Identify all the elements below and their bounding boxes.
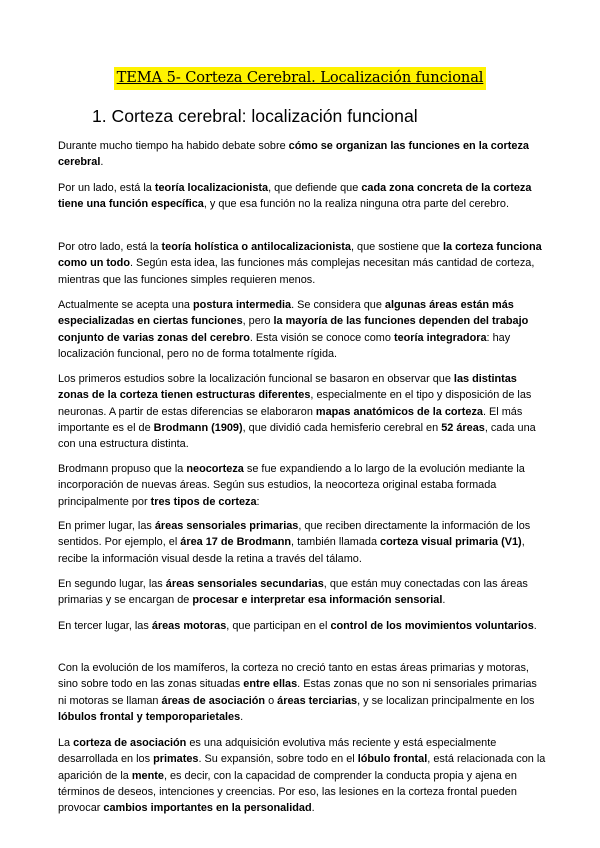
bold-text: teoría integradora [393, 331, 487, 344]
paragraph-3 [58, 239, 548, 288]
text-run: , también llamada [291, 536, 381, 549]
paragraph-6 [58, 461, 548, 510]
bold-text: entre ellas [243, 678, 298, 691]
text-run: . El más importante es el de [58, 405, 523, 434]
paragraph-4 [58, 297, 548, 362]
bold-text: áreas motoras [151, 620, 227, 632]
text-run: , y se localizan principalmente en los [357, 694, 535, 707]
bold-text: cómo se organizan las funciones en la corteza cerebral [58, 140, 529, 169]
text-run: , especialmente en el tipo y disposición de las neuronas. A partir de estas diferencias se elaboraron [58, 389, 532, 418]
text-run: , que sostiene que [350, 241, 444, 253]
text-run: : [256, 495, 260, 508]
bold-text: 52 áreas [441, 421, 485, 434]
bold-text: la mayoría de las funciones dependen del trabajo conjunto de varias zonas del cerebro [58, 315, 529, 344]
bold-text: corteza visual primaria (V1) [380, 536, 522, 549]
bold-text: teoría holística o antilocalizacionista [161, 241, 351, 253]
text-run: . Esta visión se conoce como [249, 331, 394, 344]
bold-text: cambios importantes en la personalidad [103, 802, 312, 815]
paragraph-7 [58, 518, 548, 567]
paragraph-8 [58, 576, 548, 609]
bold-text: mapas anatómicos de la corteza [315, 405, 483, 418]
paragraph-1 [58, 138, 548, 171]
bold-text: control de los movimientos voluntarios [330, 620, 534, 632]
bold-text: corteza de asociación [73, 737, 187, 749]
document-title: TEMA 5- Corteza Cerebral. Localización funcional [114, 67, 487, 90]
text-run: , cada una con una estructura distinta. [58, 421, 536, 451]
paragraph-2 [58, 180, 548, 213]
text-run: . Su expansión, sobre todo en el [198, 753, 358, 766]
title-container [0, 67, 600, 90]
text-run: Con la evolución de los mamíferos, la corteza no creció tanto en estas áreas primarias y motoras, sino sobre todo en las zonas situadas [58, 662, 529, 691]
text-run: Brodmann propuso que la [58, 463, 187, 475]
text-run: o [265, 694, 278, 707]
paragraph-11 [58, 735, 548, 816]
section-heading: 1. Corteza cerebral: localización funcional [92, 106, 418, 126]
bold-text: áreas sensoriales secundarias [165, 578, 324, 590]
bold-text: tres tipos de corteza [150, 495, 257, 508]
text-run: Por otro lado, está la [58, 241, 162, 253]
text-run: , está relacionada con la aparición de la [58, 753, 546, 782]
text-run: . [100, 156, 104, 169]
bold-text: Brodmann (1909) [153, 421, 243, 434]
text-run: . Estas zonas que no son ni sensoriales primarias ni motoras se llaman [58, 678, 537, 707]
bold-text: áreas de asociación [161, 694, 266, 707]
text-run: : hay localización funcional, pero no de forma totalmente rígida. [58, 331, 511, 360]
text-run: , recibe la información visual desde la retina a través del tálamo. [58, 536, 525, 565]
text-run: La [58, 737, 74, 749]
bold-text: procesar e interpretar esa información sensorial [192, 594, 443, 607]
text-run: Por un lado, está la [58, 182, 155, 194]
bold-text: primates [153, 753, 199, 766]
text-run: , pero [242, 315, 274, 328]
paragraph-9 [58, 618, 548, 634]
paragraph-5 [58, 371, 548, 452]
bold-text: áreas terciarias [277, 694, 358, 707]
text-run: . [442, 594, 446, 607]
bold-text: lóbulo frontal [357, 753, 428, 766]
bold-text: postura intermedia [193, 299, 292, 311]
text-run: , y que esa función no la realiza ninguna otra parte del cerebro. [203, 198, 509, 211]
text-run: Los primeros estudios sobre la localización funcional se basaron en observar que [58, 373, 454, 385]
text-run: es una adquisición evolutiva más reciente y está especialmente desarrollada en los [58, 737, 497, 766]
text-run: , que están muy conectadas con las áreas primarias y se encargan de [58, 578, 528, 607]
text-run: En segundo lugar, las [58, 578, 166, 590]
text-run: Actualmente se acepta una [58, 299, 194, 311]
bold-text: teoría localizacionista [154, 182, 269, 194]
bold-text: cada zona concreta de la corteza tiene una función específica [58, 182, 532, 211]
text-run: , que defiende que [268, 182, 362, 194]
bold-text: las distintas zonas de la corteza tienen estructuras diferentes [58, 373, 517, 402]
bold-text: áreas sensoriales primarias [154, 520, 299, 532]
text-run: , es decir, con la capacidad de comprender la conducta propia y ajena en términos de deseos, intenciones y creencias. Por eso, las lesiones en la corteza frontal pueden provocar [58, 769, 517, 815]
text-run: , que participan en el [226, 620, 331, 632]
text-run: . Se considera que [291, 299, 385, 311]
text-run: . Según esta idea, las funciones más complejas necesitan más cantidad de corteza, mientras que las funciones simples requieren menos. [58, 257, 535, 286]
text-run: Durante mucho tiempo ha habido debate sobre [58, 140, 289, 152]
text-run: En tercer lugar, las [58, 620, 152, 632]
bold-text: la corteza funciona como un todo [58, 241, 542, 270]
text-run: se fue expandiendo a lo largo de la evolución mediante la incorporación de nuevas áreas. Según sus estudios, la neocorteza original estaba formada principalmente por [58, 463, 525, 508]
text-run: En primer lugar, las [58, 520, 155, 532]
text-run: . [311, 802, 315, 815]
bold-text: mente [131, 769, 164, 782]
bold-text: área 17 de Brodmann [180, 536, 292, 549]
text-run: , que dividió cada hemisferio cerebral en [242, 421, 442, 434]
bold-text: neocorteza [186, 463, 244, 475]
bold-text: lóbulos frontal y temporoparietales [58, 710, 241, 723]
text-run: . [533, 620, 537, 632]
text-run: . [240, 710, 244, 723]
text-run: , que reciben directamente la información de los sentidos. Por ejemplo, el [58, 520, 531, 549]
paragraph-10 [58, 660, 548, 725]
bold-text: algunas áreas están más especializadas en ciertas funciones [58, 299, 514, 328]
